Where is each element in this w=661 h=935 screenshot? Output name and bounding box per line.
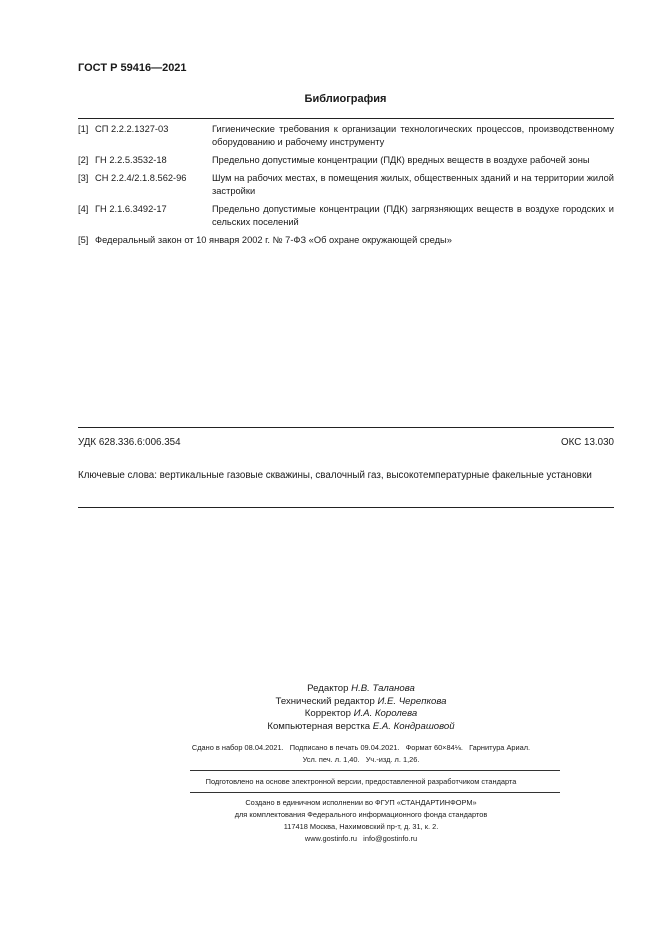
keywords-divider-bottom — [78, 507, 614, 508]
item-number: [3] — [78, 173, 89, 183]
list-item — [78, 203, 614, 229]
publisher-line: www.gostinfo.ru info@gostinfo.ru — [304, 834, 418, 843]
classification-divider-top — [78, 427, 614, 428]
item-number: [2] — [78, 155, 89, 165]
publisher-line: для комплектования Федерального информационного фонда стандартов — [234, 810, 488, 819]
print-info — [78, 742, 614, 766]
credits-block — [78, 683, 614, 733]
oks-code: ОКС 13.030 — [561, 437, 614, 448]
credit-line: Технический редактор И.Е. Черепкова — [275, 695, 447, 707]
publisher-line: Создано в единичном исполнении во ФГУП «СТАНДАРТИНФОРМ» — [245, 798, 477, 807]
list-item — [78, 172, 614, 198]
item-code: ГН 2.1.6.3492-17 — [95, 204, 167, 214]
print-info-divider — [190, 770, 560, 771]
udk-code: УДК 628.336.6:006.354 — [78, 437, 181, 448]
item-number: [4] — [78, 204, 89, 214]
bibliography-list — [78, 123, 614, 252]
list-item — [78, 234, 614, 247]
publisher-line: 117418 Москва, Нахимовский пр-т, д. 31, к. 2. — [283, 822, 439, 831]
credit-line: Редактор Н.В. Таланова — [307, 683, 415, 694]
item-code: ГН 2.2.5.3532-18 — [95, 155, 167, 165]
prepared-note: Подготовлено на основе электронной версии, предоставленной разработчиком стандарта — [205, 777, 517, 786]
item-number: [5] — [78, 235, 89, 245]
credit-line: Компьютерная верстка Е.А. Кондрашовой — [267, 720, 455, 732]
list-item — [78, 154, 614, 167]
item-number: [1] — [78, 124, 89, 134]
bibliography-title: Библиография — [304, 93, 387, 105]
publisher-divider — [190, 792, 560, 793]
top-divider — [78, 118, 614, 119]
print-info-line: Сдано в набор 08.04.2021. Подписано в печать 09.04.2021. Формат 60×84⅛. Гарнитура Ариал. — [191, 743, 531, 752]
credit-line: Корректор И.А. Королева — [304, 708, 418, 719]
publisher-info — [78, 797, 614, 845]
list-item — [78, 123, 614, 149]
item-code: СП 2.2.2.1327-03 — [95, 124, 169, 134]
item-description: Гигиенические требования к организации технологических процессов, производственному оборудованию и рабочему инструменту — [212, 124, 614, 147]
keywords: Ключевые слова: вертикальные газовые скважины, свалочный газ, высокотемпературные факельные установки — [78, 470, 592, 481]
item-description: Шум на рабочих местах, в помещения жилых, общественных зданий и на территории жилой застройки — [212, 173, 614, 196]
item-description: Федеральный закон от 10 января 2002 г. № 7-ФЗ «Об охране окружающей среды» — [95, 235, 452, 245]
item-description: Предельно допустимые концентрации (ПДК) загрязняющих веществ в воздухе городских и сельских поселений — [212, 204, 614, 227]
print-info-line: Усл. печ. л. 1,40. Уч.-изд. л. 1,26. — [302, 755, 420, 764]
item-description: Предельно допустимые концентрации (ПДК) вредных веществ в воздухе рабочей зоны — [212, 155, 590, 165]
standard-code: ГОСТ Р 59416—2021 — [78, 62, 187, 74]
item-code: СН 2.2.4/2.1.8.562-96 — [95, 173, 187, 183]
